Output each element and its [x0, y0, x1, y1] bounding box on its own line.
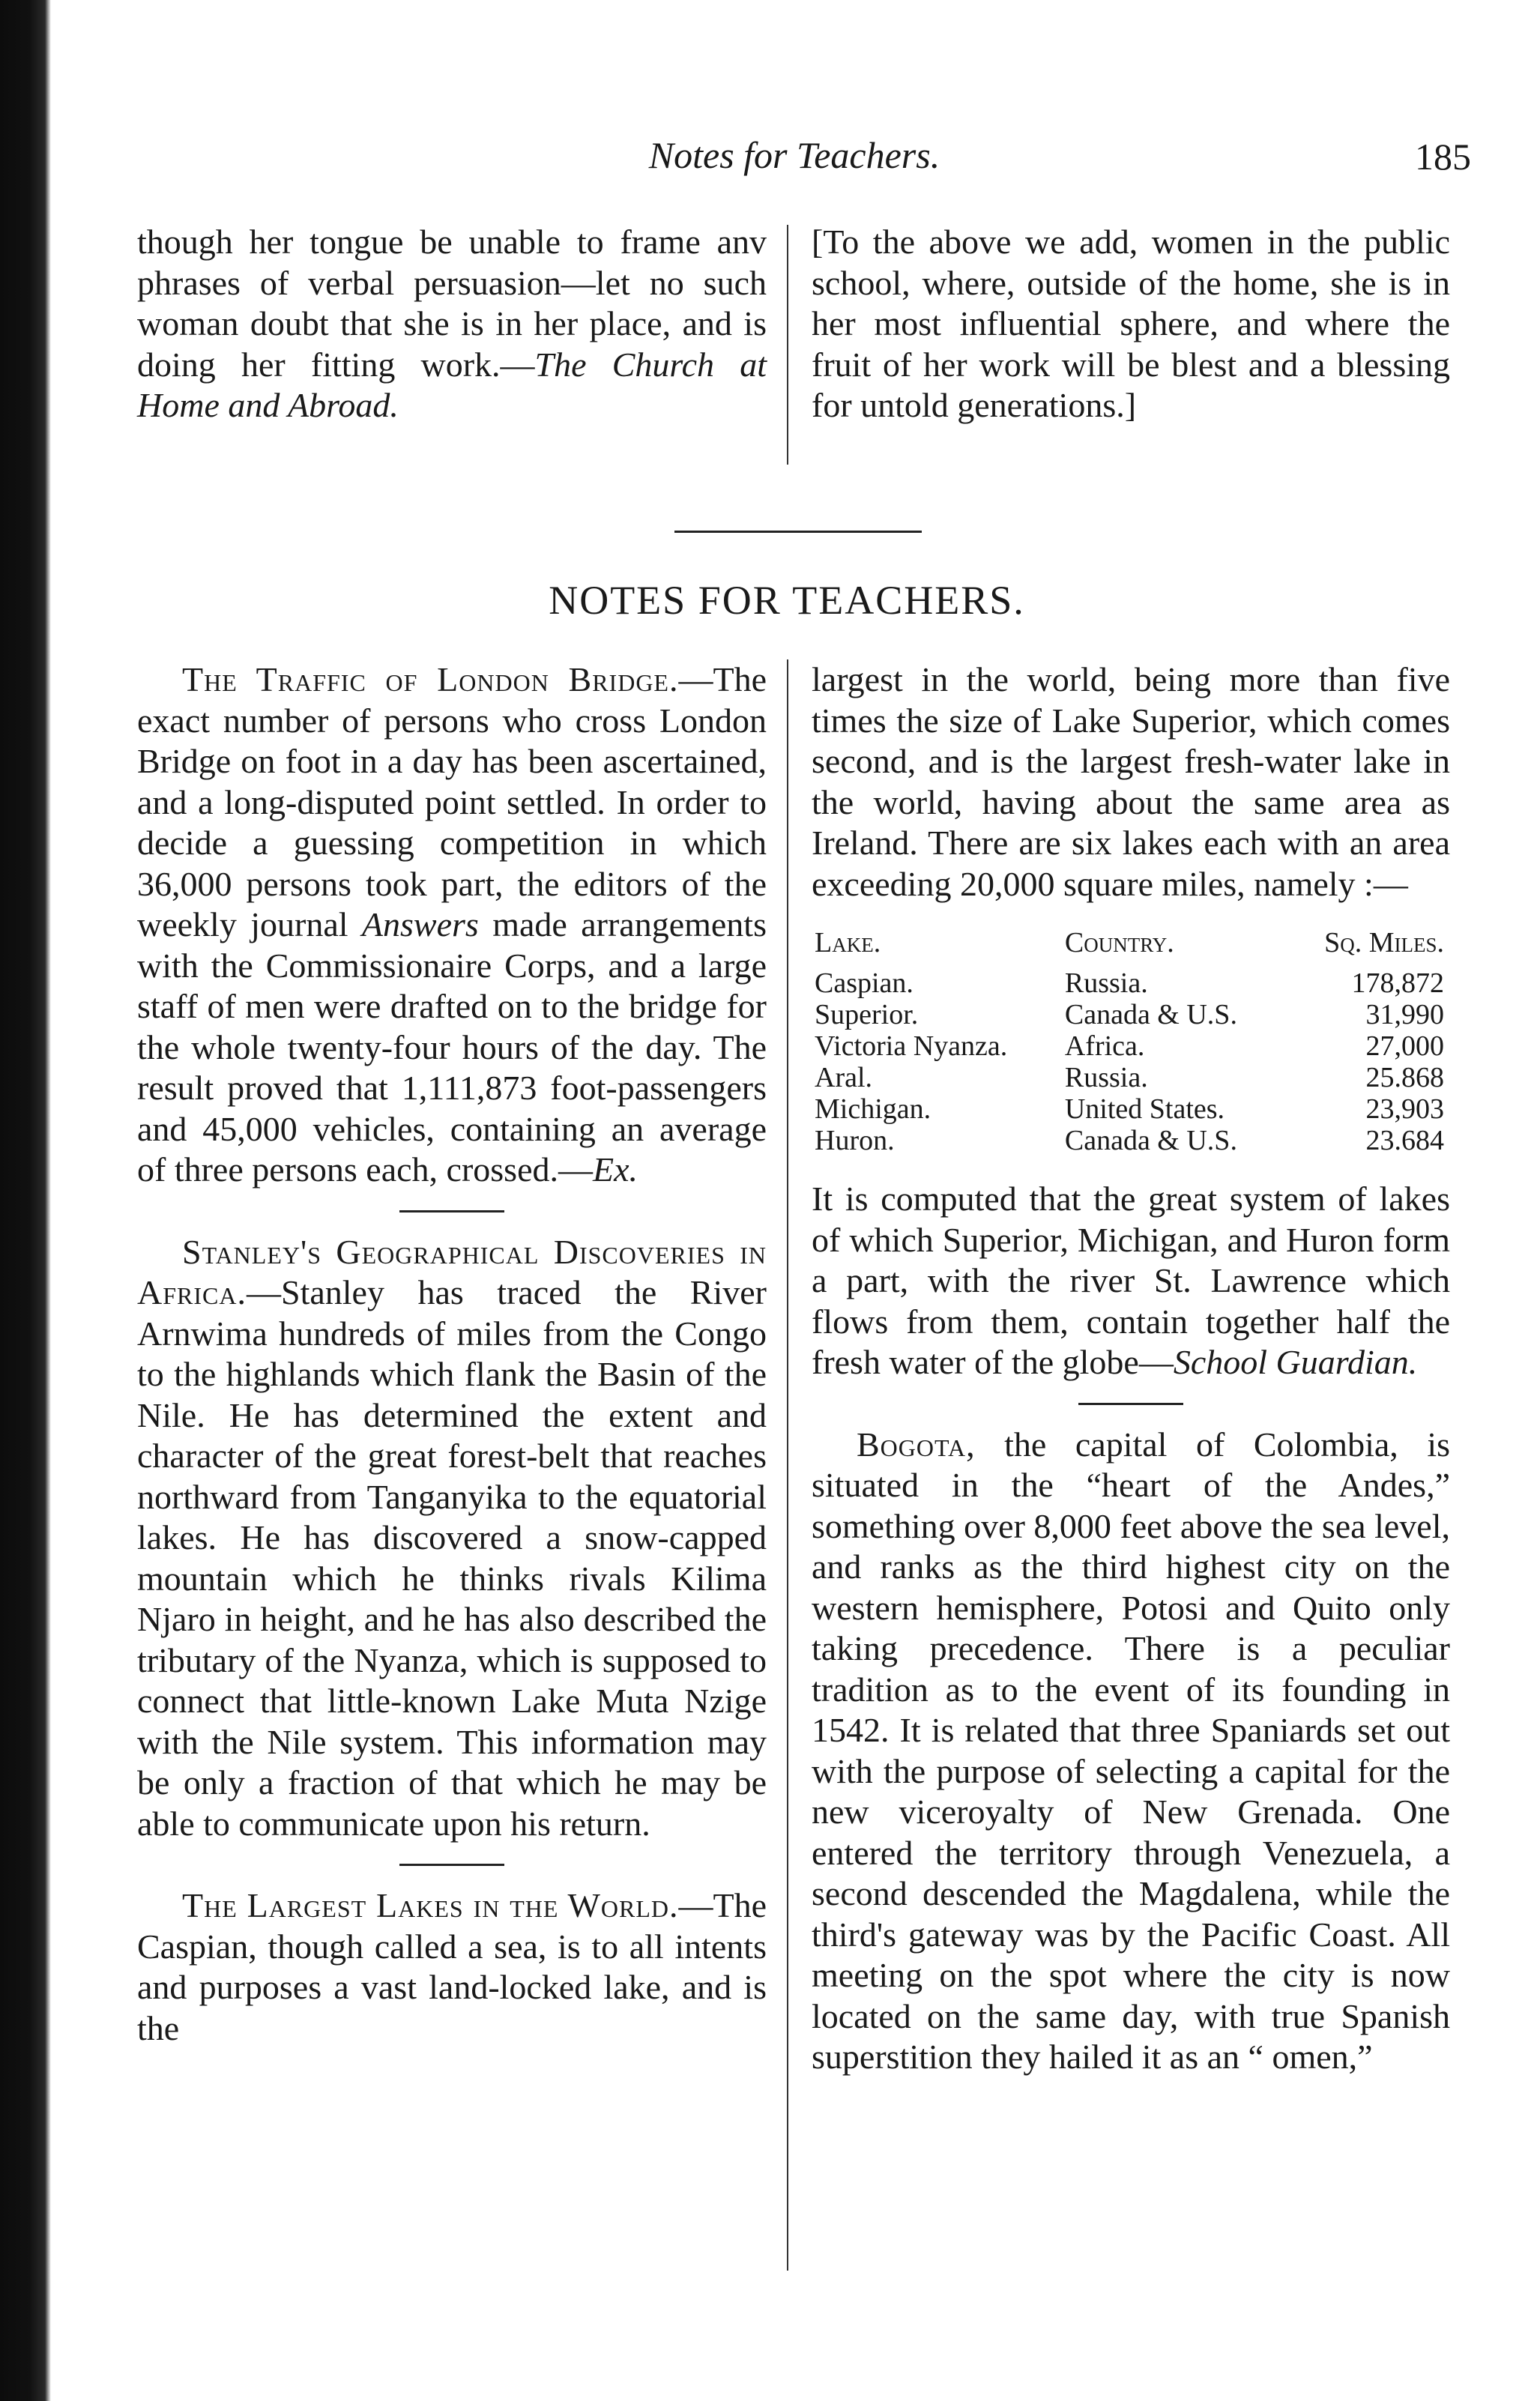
table-cell: 23,903 [1365, 1093, 1444, 1125]
article-lakes-after-table [812, 1179, 1450, 1383]
article-body-cont: made arrangements with the Commissionaire Corps, and a large staff of men were drafted on to the bridge for the whole twenty-four hours of the day. The result proved that 1,111,873 foot-passengers and 45,000 vehicles, containing an average of three persons each, crossed.— [137, 905, 767, 1189]
main-left-column [137, 659, 767, 2049]
table-cell: Michigan. [815, 1093, 931, 1125]
table-cell: Canada & U.S. [1064, 999, 1237, 1030]
top-left-paragraph [137, 222, 767, 426]
table-header-country: Country. [1064, 927, 1174, 958]
article-heading: Bogota, [857, 1425, 976, 1464]
top-left-source: The Church at Home and Abroad. [137, 345, 767, 424]
journal-name: Answers [361, 905, 479, 943]
table-cell: Russia. [1064, 1062, 1148, 1093]
table-cell: 178,872 [1351, 967, 1444, 999]
top-left-column [137, 222, 767, 426]
top-right-column [812, 222, 1450, 426]
article-separator [1078, 1403, 1183, 1405]
table-cell: Aral. [815, 1062, 873, 1093]
article-london-bridge [137, 659, 767, 1191]
table-cell: 27,000 [1365, 1030, 1444, 1062]
table-row [815, 999, 1444, 1030]
table-row [815, 1125, 1444, 1156]
table-header-lake: Lake. [815, 927, 881, 958]
article-body: —The Caspian, though called a sea, is to all intents and purposes a vast land-locked lake, and is the [137, 1886, 767, 2047]
running-head: Notes for Teachers. [648, 134, 940, 176]
table-header-sq-miles: Sq. Miles. [1324, 927, 1444, 958]
main-right-column [812, 659, 1450, 2078]
top-column-divider [787, 225, 788, 465]
table-cell: Huron. [815, 1125, 895, 1156]
table-row [815, 1093, 1444, 1125]
article-body: It is computed that the great system of lakes of which Superior, Michigan, and Huron form a part, with the river St. Lawrence which flows from them, contain together half the fresh water of the globe— [812, 1180, 1450, 1381]
article-body: the capital of Colombia, is situated in the “heart of the Andes,” something over 8,000 feet above the sea level, and ranks as the third highest city on the western hemisphere, Potosi and Quito only taking precedence. There is a peculiar tradition as to the event of its founding in 1542. It is related that three Spaniards set out with the purpose of selecting a capital for the new viceroyalty of New Grenada. One entered the territory through Venezuela, a second descended the Magdalena, while the third's gateway was by the Pacific Coast. All meeting on the spot where the city is now located on the same day, with true Spanish superstition they hailed it as an “ omen,” [812, 1425, 1450, 2076]
article-bogota [812, 1425, 1450, 2078]
article-source: Ex. [593, 1150, 638, 1189]
table-cell: United States. [1064, 1093, 1225, 1125]
table-cell: Africa. [1064, 1030, 1145, 1062]
table-header-row [815, 927, 1444, 967]
table-cell: 25.868 [1365, 1062, 1444, 1093]
table-cell: Caspian. [815, 967, 914, 999]
page-number: 185 [1415, 136, 1471, 178]
table-row [815, 967, 1444, 999]
table-row [815, 1030, 1444, 1062]
article-stanley [137, 1232, 767, 1845]
article-separator [399, 1864, 504, 1866]
table-cell: Russia. [1064, 967, 1148, 999]
article-heading: The Traffic of London Bridge. [182, 660, 679, 698]
top-left-text: though her tongue be unable to frame anv phrases of verbal persuasion—let no such woman doubt that she is in her place, and is doing her fitting work.— [137, 223, 767, 384]
article-lakes-start [137, 1885, 767, 2049]
table-cell: Victoria Nyanza. [815, 1030, 1008, 1062]
table-cell: 23.684 [1365, 1125, 1444, 1156]
section-title: NOTES FOR TEACHERS. [549, 578, 1025, 623]
table-row [815, 1062, 1444, 1093]
top-right-paragraph: [To the above we add, women in the public school, where, outside of the home, she is in her most influential sphere, and where the fruit of her work will be blest and a blessing for untold generations.] [812, 223, 1450, 424]
article-lakes-cont: largest in the world, being more than five times the size of Lake Superior, which comes second, and is the largest fresh-water lake in the world, having about the same area as Ireland. There are six lakes each with an area exceeding 20,000 square miles, namely :— [812, 660, 1450, 903]
lakes-table [815, 927, 1444, 1156]
article-separator [399, 1210, 504, 1212]
table-cell: 31,990 [1365, 999, 1444, 1030]
article-heading: The Largest Lakes in the World. [182, 1886, 679, 1924]
table-cell: Canada & U.S. [1064, 1125, 1237, 1156]
article-body: —Stanley has traced the River Arnwima hundreds of miles from the Congo to the highlands which flank the Basin of the Nile. He has determined the extent and character of the great forest-belt that reaches northward from Tanganyika to the equatorial lakes. He has discovered a snow-capped mountain which he thinks rivals Kilima Njaro in height, and he has also described the tributary of the Nyanza, which is supposed to connect that little-known Lake Muta Nzige with the Nile system. This information may be only a fraction of that which he may be able to communicate upon his return. [137, 1273, 767, 1843]
table-cell: Superior. [815, 999, 919, 1030]
main-column-divider [787, 659, 788, 2271]
section-rule [674, 531, 922, 533]
article-body: —The exact number of persons who cross London Bridge on foot in a day has been ascertained, and a long-disputed point settled. In order to decide a guessing competition in which 36,000 persons took part, the editors of the weekly journal [137, 660, 767, 943]
article-heading: Stanley's Geographical Discoveries in Africa. [137, 1232, 767, 1311]
article-source: School Guardian. [1173, 1343, 1418, 1381]
